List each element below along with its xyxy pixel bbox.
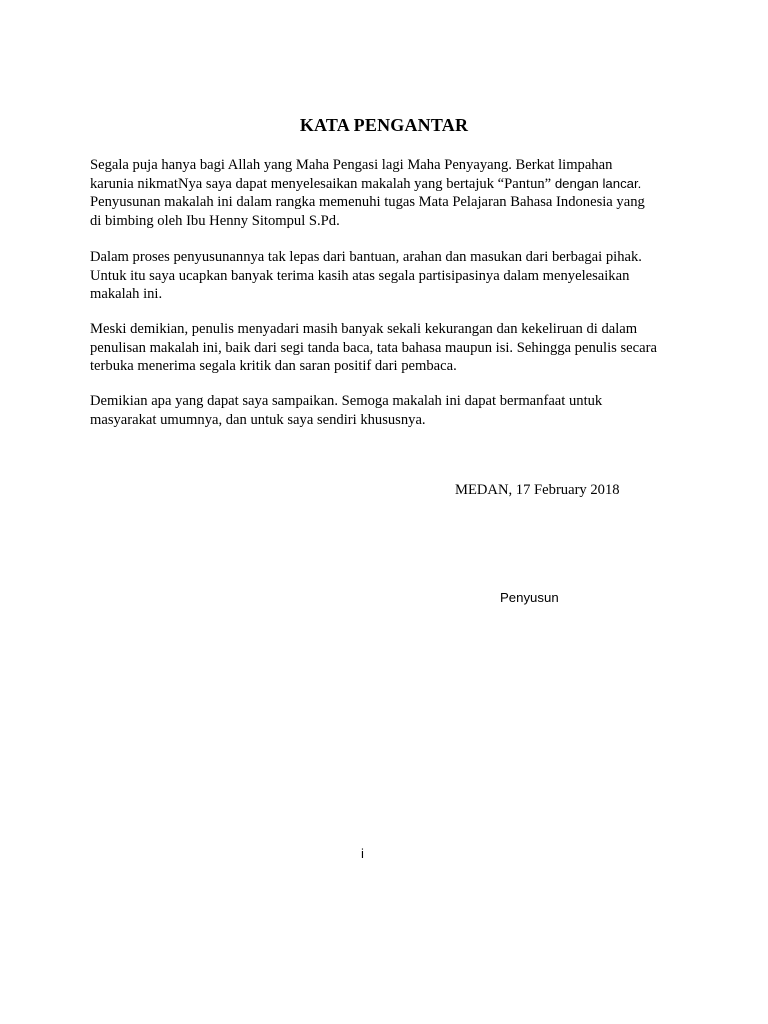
paragraph-line: Penyusunan makalah ini dalam rangka memenuhi tugas Mata Pelajaran Bahasa Indonesia yang [90, 194, 645, 210]
paragraph-line: Segala puja hanya bagi Allah yang Maha Pengasi lagi Maha Penyayang. Berkat limpahan [90, 157, 613, 173]
paragraph-line: makalah ini. [90, 286, 163, 302]
document-title: KATA PENGANTAR [299, 115, 469, 135]
signer-label: Penyusun [500, 590, 559, 605]
paragraph-closing [90, 392, 690, 429]
paragraph-line-tail: dengan lancar. [551, 175, 642, 191]
paragraph-opening [90, 156, 690, 230]
paragraph-line-text: karunia nikmatNya saya dapat menyelesaikan makalah yang bertajuk “Pantun” [90, 175, 552, 192]
place-date: MEDAN, 17 February 2018 [455, 482, 620, 498]
paragraph-line: Meski demikian, penulis menyadari masih banyak sekali kekurangan dan kekeliruan di dalam [90, 321, 638, 337]
paragraph-disclaimer [90, 320, 690, 376]
paragraph-line: terbuka menerima segala kritik dan saran positif dari pembaca. [90, 358, 457, 374]
page-number: i [361, 846, 364, 861]
paragraph-thanks [90, 248, 690, 304]
paragraph-line: penulisan makalah ini, baik dari segi tanda baca, tata bahasa maupun isi. Sehingga penulis secara [90, 339, 657, 356]
paragraph-line: masyarakat umumnya, dan untuk saya sendiri khususnya. [90, 411, 426, 428]
paragraph-line: Dalam proses penyusunannya tak lepas dari bantuan, arahan dan masukan dari berbagai pihak. [90, 249, 642, 265]
paragraph-line: Demikian apa yang dapat saya sampaikan. Semoga makalah ini dapat bermanfaat untuk [90, 393, 603, 409]
paragraph-line [90, 175, 690, 194]
paragraph-line: di bimbing oleh Ibu Henny Sitompul S.Pd. [90, 212, 340, 229]
paragraph-line: Untuk itu saya ucapkan banyak terima kasih atas segala partisipasinya dalam menyelesaikan [90, 267, 630, 284]
